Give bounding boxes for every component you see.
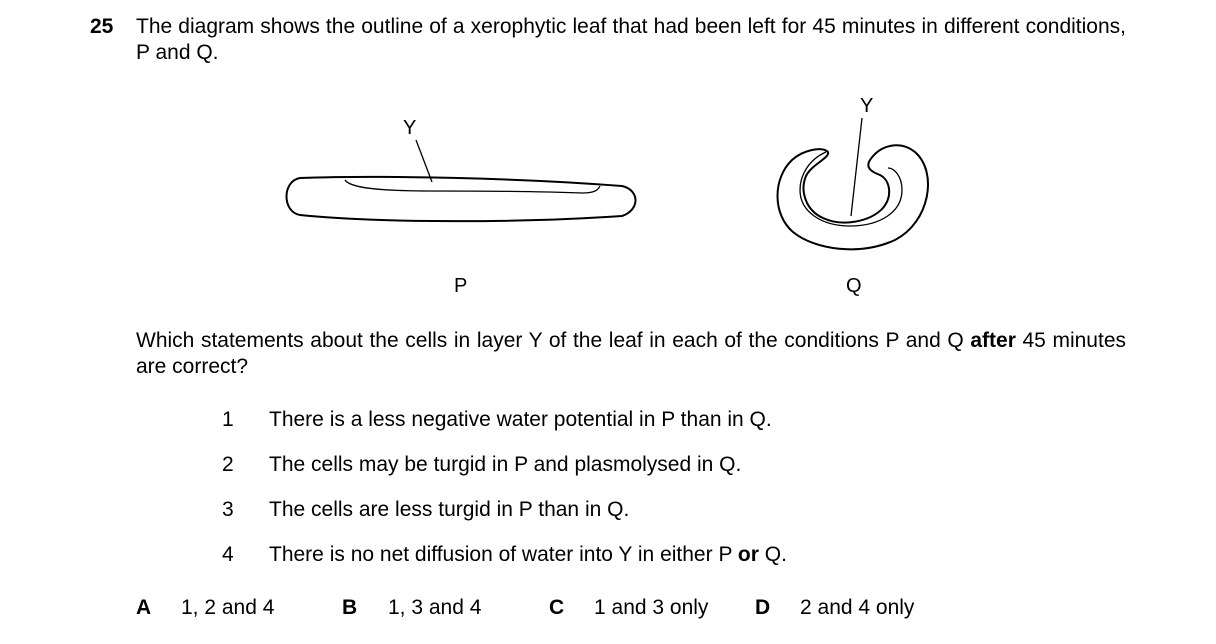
option-b-text[interactable]: 1, 3 and 4: [388, 596, 482, 619]
option-a-text[interactable]: 1, 2 and 4: [181, 596, 275, 619]
statement-number: 4: [222, 543, 234, 566]
leaf-p-label-line: [416, 140, 432, 182]
statement-text: There is no net diffusion of water into Y in either P or Q.: [269, 543, 787, 566]
statement-number: 3: [222, 498, 234, 521]
option-c-text[interactable]: 1 and 3 only: [594, 596, 709, 619]
prompt-bold-word: after: [970, 329, 1016, 352]
statement-1: [222, 407, 787, 452]
statement-text: The cells may be turgid in P and plasmolysed in Q.: [269, 453, 742, 476]
question-prompt: [136, 328, 1126, 380]
option-d-text[interactable]: 2 and 4 only: [800, 596, 915, 619]
option-b-letter[interactable]: B: [342, 596, 358, 619]
question-stem: The diagram shows the outline of a xerophytic leaf that had been left for 45 minutes in different conditions, P and Q.: [136, 15, 1126, 64]
leaf-diagram: [0, 0, 1216, 310]
leaf-p-label: P: [454, 275, 468, 297]
option-a-letter[interactable]: A: [136, 596, 152, 619]
leaf-p-outline: [287, 177, 636, 221]
statement-4: [222, 542, 787, 587]
statement-number: 2: [222, 453, 234, 476]
prompt-text-after: 45 minutes are correct?: [136, 329, 1126, 378]
statement-number: 1: [222, 408, 234, 431]
statement-3: [222, 497, 787, 542]
leaf-q-label-line: [851, 118, 862, 216]
statement-text: The cells are less turgid in P than in Q.: [269, 498, 630, 521]
prompt-text-before: Which statements about the cells in layer Y of the leaf in each of the conditions P and Q: [136, 329, 971, 352]
question-number: 25: [90, 15, 114, 38]
leaf-p-y-label: Y: [403, 117, 417, 139]
leaf-q-y-label: Y: [860, 95, 874, 117]
option-d-letter[interactable]: D: [755, 596, 771, 619]
statement-text: There is a less negative water potential in P than in Q.: [269, 408, 772, 431]
statement-2: [222, 452, 787, 497]
leaf-q-label: Q: [846, 275, 862, 297]
statement-list: [222, 407, 787, 587]
option-c-letter[interactable]: C: [549, 596, 565, 619]
